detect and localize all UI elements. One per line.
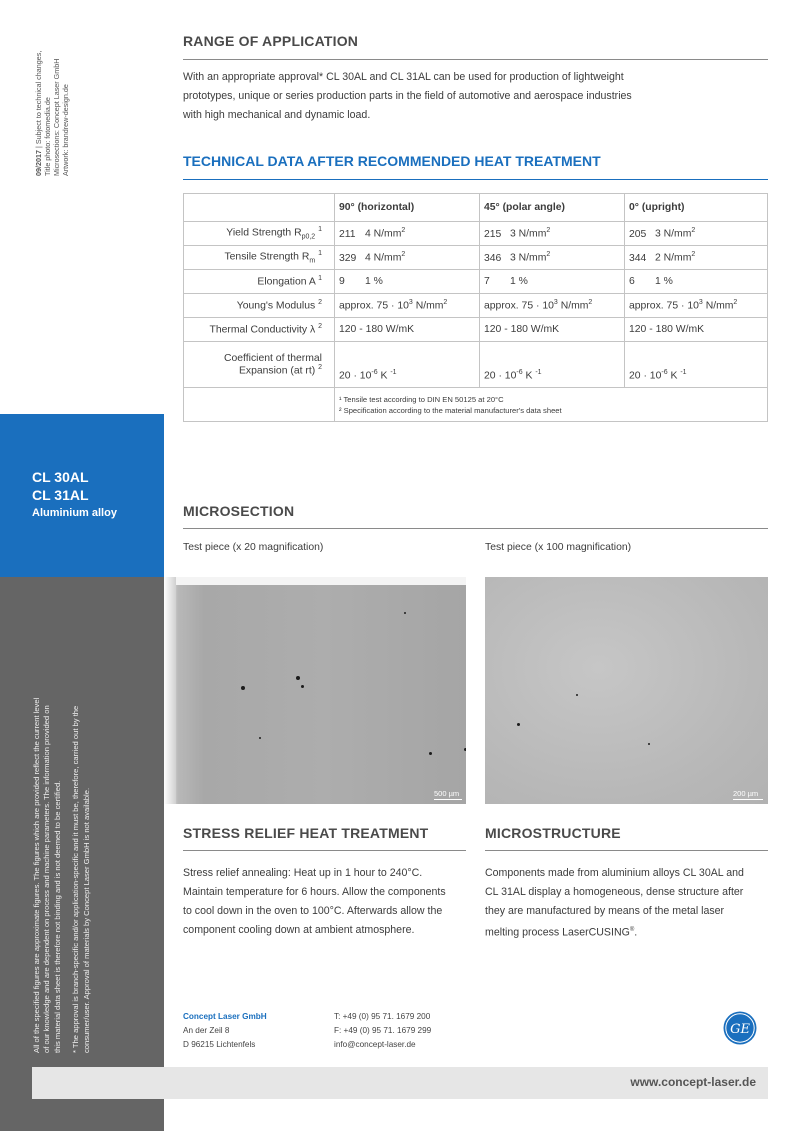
youngs-label: Young's Modulus	[236, 300, 316, 312]
microsection-rule	[183, 528, 768, 529]
product-material: Aluminium alloy	[32, 507, 117, 519]
yield-label: Yield Strength R	[226, 227, 302, 239]
product-name-1: CL 30AL	[32, 469, 89, 485]
table-row-youngs: Young's Modulus $^2$ approx. $75 \cdot 10^3$ $N/mm^2$ approx. $75 \cdot 10^3$ $N/mm^2$ approx. $75 \cdot 10^3$ $N/mm^2$	[184, 294, 768, 318]
range-rule	[183, 59, 768, 60]
expansion-label-2: Expansion (at rt)	[238, 365, 316, 377]
table-note-2: ² Specification according to the material manufacturer's data sheet	[339, 405, 562, 415]
table-row-conductivity: Thermal Conductivity λ $^2$ 120 - 180 W/mK 120 - 180 W/mK 120 - 180 W/mK	[184, 318, 768, 342]
col-header-45: 45° (polar angle)	[480, 194, 625, 222]
credits-vertical	[30, 38, 70, 178]
pore	[259, 737, 261, 739]
tech-rule	[183, 179, 768, 180]
contact-details	[334, 1010, 431, 1052]
product-block	[0, 414, 164, 577]
pore	[464, 748, 466, 751]
microstructure-rule	[485, 850, 768, 851]
product-name-2: CL 31AL	[32, 487, 89, 503]
table-note-1: ¹ Tensile test according to DIN EN 50125 at 20°C	[339, 394, 504, 404]
microsection-heading: MICROSECTION	[183, 503, 295, 519]
microsection-caption-2: Test piece (x 100 magnification)	[485, 542, 632, 553]
tech-header-row	[184, 194, 768, 222]
range-heading: RANGE OF APPLICATION	[183, 33, 359, 49]
microsection-caption-1: Test piece (x 20 magnification)	[183, 542, 324, 553]
footer-strip	[32, 1067, 768, 1099]
microsection-image-20x	[164, 577, 466, 804]
tensile-label: Tensile Strength R	[224, 251, 310, 263]
pore	[576, 694, 578, 696]
microstructure-text: Components made from aluminium alloys CL 30AL and CL 31AL display a homogeneous, dense structure after they are manufactured by means of the metal laser melting process LaserCUSING®.	[485, 867, 744, 939]
phone: T: +49 (0) 95 71. 1679 200	[334, 1012, 431, 1021]
website-link[interactable]: www.concept-laser.de	[630, 1075, 756, 1089]
conductivity-label: Thermal Conductivity λ	[209, 324, 316, 336]
email-link[interactable]: info@concept-laser.de	[334, 1040, 416, 1049]
table-notes-row	[184, 388, 768, 422]
svg-text:GE: GE	[730, 1022, 750, 1037]
col-header-90: 90° (horizontal)	[335, 194, 480, 222]
table-row-yield: Yield Strength $R_{p0,2}$ $^1$ 211 4 $N/mm^2$ 215 3 $N/mm^2$ 205 3 $N/mm^2$	[184, 222, 768, 246]
credits-line4: Artwork: brandrew-design.de	[61, 84, 70, 176]
microsection-image-100x	[485, 577, 768, 804]
microstructure-heading: MICROSTRUCTURE	[485, 825, 621, 841]
disclaimer-block	[0, 577, 164, 1131]
pore	[241, 686, 245, 690]
tech-table	[183, 193, 768, 422]
address-street: An der Zeil 8	[183, 1026, 230, 1035]
stress-rule	[183, 850, 466, 851]
credits-line1: | Subject to technical changes,	[34, 50, 43, 151]
stress-heading: STRESS RELIEF HEAT TREATMENT	[183, 825, 429, 841]
tech-heading: TECHNICAL DATA AFTER RECOMMENDED HEAT TREATMENT	[183, 153, 601, 169]
contact-address	[183, 1010, 267, 1052]
pore	[517, 723, 520, 726]
elongation-label: Elongation A	[257, 276, 316, 288]
fax: F: +49 (0) 95 71. 1679 299	[334, 1026, 432, 1035]
table-row-expansion: Coefficient of thermal Expansion (at rt) $^2$ $20 \cdot 10^{-6}$ K $^{-1}$ $20 \cdot 10^{-6}$ K $^{-1}$ $20 \cdot 10^{-6}$ K $^{-1}$	[184, 342, 768, 388]
table-row-elongation: Elongation A $^1$ 9 1 % 7 1 % 6 1 %	[184, 270, 768, 294]
pore	[404, 612, 406, 614]
credits-line3: Microsections: Concept Laser GmbH	[52, 58, 61, 176]
stress-text: Stress relief annealing: Heat up in 1 hour to 240°C. Maintain temperature for 6 hours. Allow the components to cool down in the oven to 100°C. Afterwards allow the component cooling down at ambient atmosphere.	[183, 867, 446, 936]
company-name: Concept Laser GmbH	[183, 1012, 267, 1021]
pore	[429, 752, 432, 755]
disclaimer-text-1: All of the specified figures are approximate figures. The figures which are provided reflect the current level of our knowledge and are dependent on process and machine parameters. The information provided on this material data sheet is therefore not binding and is not deemed to be certified.	[32, 697, 62, 1053]
pore	[296, 676, 300, 680]
table-row-tensile: Tensile Strength $R_m$ $^1$ 329 4 $N/mm^2$ 346 3 $N/mm^2$ 344 2 $N/mm^2$	[184, 246, 768, 270]
pore	[648, 743, 650, 745]
expansion-label-1: Coefficient of thermal	[224, 352, 322, 364]
credits-date: 09/2017	[34, 150, 43, 176]
scale-bar-500: 500 µm	[434, 789, 462, 800]
scale-bar-200: 200 µm	[733, 789, 763, 800]
ge-logo-icon	[723, 1011, 757, 1045]
range-text: With an appropriate approval* CL 30AL and CL 31AL can be used for production of lightweight prototypes, unique or series production parts in the field of automotive and aerospace industries with high mechanical and dynamic load.	[183, 71, 632, 121]
credits-line2: Title photo: fotomedia.de	[43, 97, 52, 176]
address-city: D 96215 Lichtenfels	[183, 1040, 256, 1049]
disclaimer-text-2: * The approval is branch-specific and/or application-specific and it must be, therefore, carried out by the consumer/user. Approval of materials by Concept Laser GmbH is not available.	[71, 705, 91, 1053]
pore	[301, 685, 304, 688]
col-header-0: 0° (upright)	[625, 194, 768, 222]
